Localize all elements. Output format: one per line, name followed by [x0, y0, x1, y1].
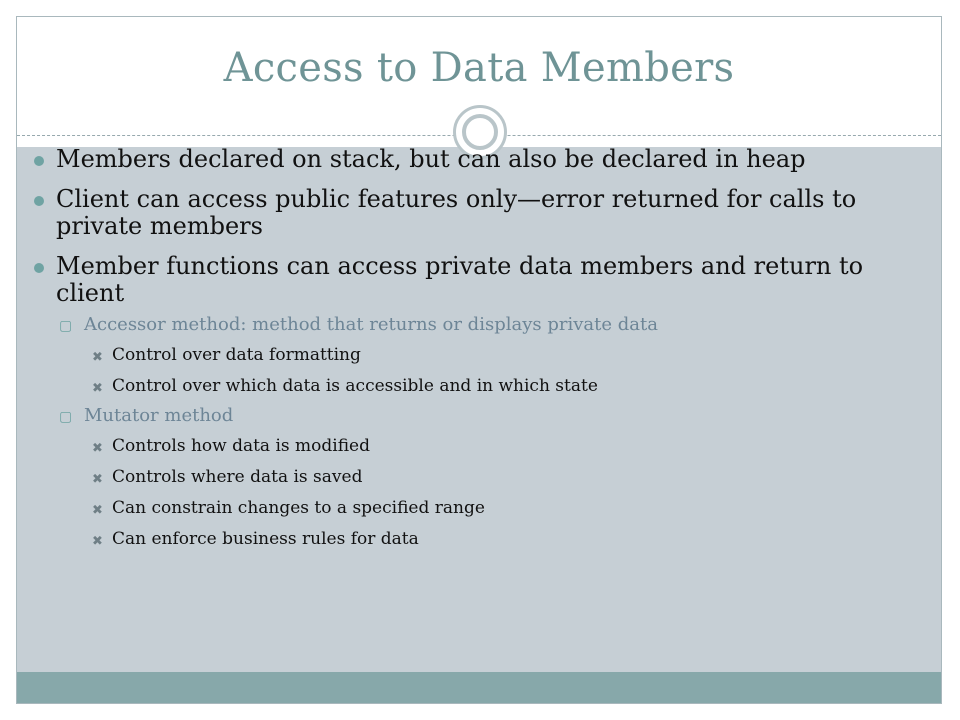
x-mark-bullet-icon: ✖	[92, 381, 103, 396]
bullet-item	[32, 253, 912, 307]
x-mark-bullet-icon: ✖	[92, 441, 103, 456]
sub-sub-bullet-text: Controls where data is saved	[112, 467, 363, 487]
sub-bullet-text: Accessor method: method that returns or displays private data	[84, 314, 658, 335]
sub-sub-bullet-text: Can constrain changes to a specified range	[112, 498, 485, 518]
round-bullet-icon	[34, 196, 44, 206]
sub-sub-bullet	[32, 436, 912, 457]
slide-title: Access to Data Members	[223, 45, 735, 91]
bullet-text: Member functions can access private data members and return to client	[56, 252, 864, 307]
sub-bullet-accessor	[32, 314, 912, 336]
sub-sub-bullet	[32, 376, 912, 397]
bullet-list	[32, 146, 912, 560]
sub-sub-bullet-text: Can enforce business rules for data	[112, 529, 419, 549]
sub-sub-bullet-text: Control over data formatting	[112, 345, 361, 365]
bullet-text: Client can access public features only—error returned for calls to private members	[56, 185, 857, 240]
sub-sub-bullet	[32, 529, 912, 550]
hollow-square-bullet-icon: ▢	[59, 409, 73, 425]
bullet-text: Members declared on stack, but can also be declared in heap	[56, 145, 806, 173]
sub-sub-bullet	[32, 467, 912, 488]
round-bullet-icon	[34, 156, 44, 166]
x-mark-bullet-icon: ✖	[92, 534, 103, 549]
x-mark-bullet-icon: ✖	[92, 503, 103, 518]
sub-bullet-text: Mutator method	[84, 405, 234, 426]
sub-sub-bullet-text: Controls how data is modified	[112, 436, 370, 456]
x-mark-bullet-icon: ✖	[92, 350, 103, 365]
sub-sub-bullet	[32, 345, 912, 366]
round-bullet-icon	[34, 263, 44, 273]
footer-band	[17, 672, 941, 704]
sub-bullet-mutator	[32, 405, 912, 427]
x-mark-bullet-icon: ✖	[92, 472, 103, 487]
sub-sub-bullet	[32, 498, 912, 519]
hollow-square-bullet-icon: ▢	[59, 318, 73, 334]
bullet-item	[32, 146, 912, 173]
sub-sub-bullet-text: Control over which data is accessible and in which state	[112, 376, 598, 396]
bullet-item	[32, 186, 912, 240]
